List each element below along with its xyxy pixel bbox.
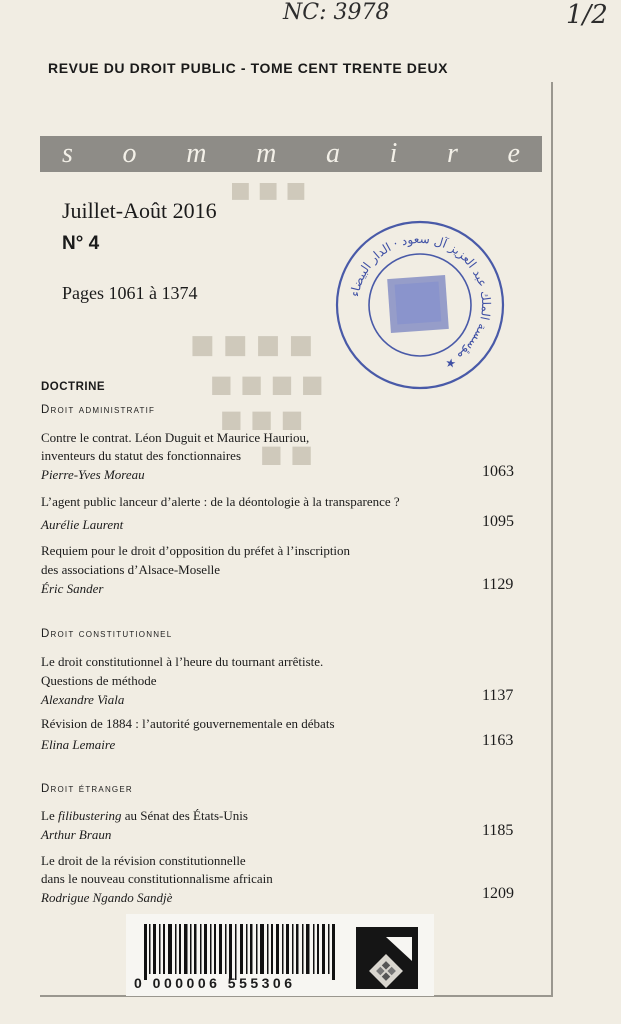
article-page: 1185	[482, 822, 514, 839]
svg-text:مؤسسة الملك عبد العزيز آل سعود: مؤسسة الملك عبد العزيز آل سعود · الدار البيضاء ★	[347, 231, 494, 373]
banner-letter: a	[325, 138, 340, 169]
banner-letter: e	[507, 138, 520, 169]
handwritten-reference: NC: 3978	[283, 0, 390, 25]
article-author: Éric Sander	[41, 581, 104, 596]
article-page: 1063	[482, 463, 514, 480]
article-title: Contre le contrat. Léon Duguit et Maurice Hauriou,	[41, 430, 310, 445]
banner-letter: m	[186, 138, 207, 169]
journal-title: REVUE DU DROIT PUBLIC - TOME CENT TRENTE DEUX	[48, 60, 449, 76]
article-page: 1129	[482, 576, 514, 593]
issue-pages: Pages 1061 à 1374	[62, 283, 198, 303]
article-page: 1137	[482, 687, 514, 704]
article-title-suffix: au Sénat des États-Unis	[121, 808, 248, 823]
article-title: inventeurs du statut des fonctionnaires	[41, 448, 242, 463]
banner-letter: o	[122, 138, 137, 169]
article-author: Alexandre Viala	[41, 692, 125, 707]
subsection-droit-constitutionnel: Droit constitutionnel	[41, 628, 173, 640]
article-author: Pierre-Yves Moreau	[41, 467, 145, 482]
section-doctrine: DOCTRINE	[41, 381, 106, 393]
article-title: Le droit constitutionnel à l’heure du tournant arrêtiste.	[41, 654, 324, 669]
bleed-through-text: ■ ■	[260, 440, 313, 468]
article-title: Le droit de la révision constitutionnelle	[41, 853, 246, 868]
barcode-bars	[136, 924, 346, 980]
article-page: 1095	[482, 513, 514, 530]
article-author: Aurélie Laurent	[41, 517, 124, 532]
article-title: des associations d’Alsace-Moselle	[41, 562, 221, 577]
sommaire-banner	[40, 136, 542, 172]
article-title-prefix: Le	[41, 808, 58, 823]
frame-rule-right	[551, 82, 553, 996]
banner-letter: i	[389, 138, 398, 169]
article-title: Questions de méthode	[41, 673, 157, 688]
article-author: Elina Lemaire	[41, 737, 116, 752]
handwritten-part-number: 1/2	[566, 0, 608, 30]
banner-letter: s	[62, 138, 73, 169]
article-author: Arthur Braun	[41, 827, 112, 842]
subsection-droit-administratif: Droit administratif	[41, 404, 156, 416]
article-title: Requiem pour le droit d’opposition du préfet à l’inscription	[41, 543, 351, 558]
bleed-through-text: ■ ■ ■	[220, 405, 304, 433]
article-title: L’agent public lanceur d’alerte : de la déontologie à la transparence ?	[41, 494, 400, 509]
bleed-through-text: ■ ■ ■ ■	[190, 330, 314, 360]
article-title: dans le nouveau constitutionnalisme africain	[41, 871, 273, 886]
issue-date: Juillet-Août 2016	[62, 198, 217, 223]
article-title-emphasis: filibustering	[57, 808, 122, 823]
article-title: Révision de 1884 : l’autorité gouvernementale en débats	[41, 716, 335, 731]
subsection-droit-etranger: Droit étranger	[41, 783, 133, 795]
article-page: 1163	[482, 732, 514, 749]
article-author: Rodrigue Ngando Sandjè	[41, 890, 173, 905]
article-page: 1209	[482, 885, 514, 902]
bleed-through-text: ■ ■ ■	[230, 178, 307, 203]
publisher-logo	[356, 927, 418, 989]
library-stamp	[334, 219, 506, 391]
issue-number: N° 4	[62, 233, 100, 254]
banner-letter: r	[447, 138, 458, 169]
barcode-number: 0 000006 555306	[134, 975, 296, 991]
article-title	[41, 808, 248, 824]
banner-letter: m	[256, 138, 277, 169]
bleed-through-text: ■ ■ ■ ■	[210, 370, 324, 398]
